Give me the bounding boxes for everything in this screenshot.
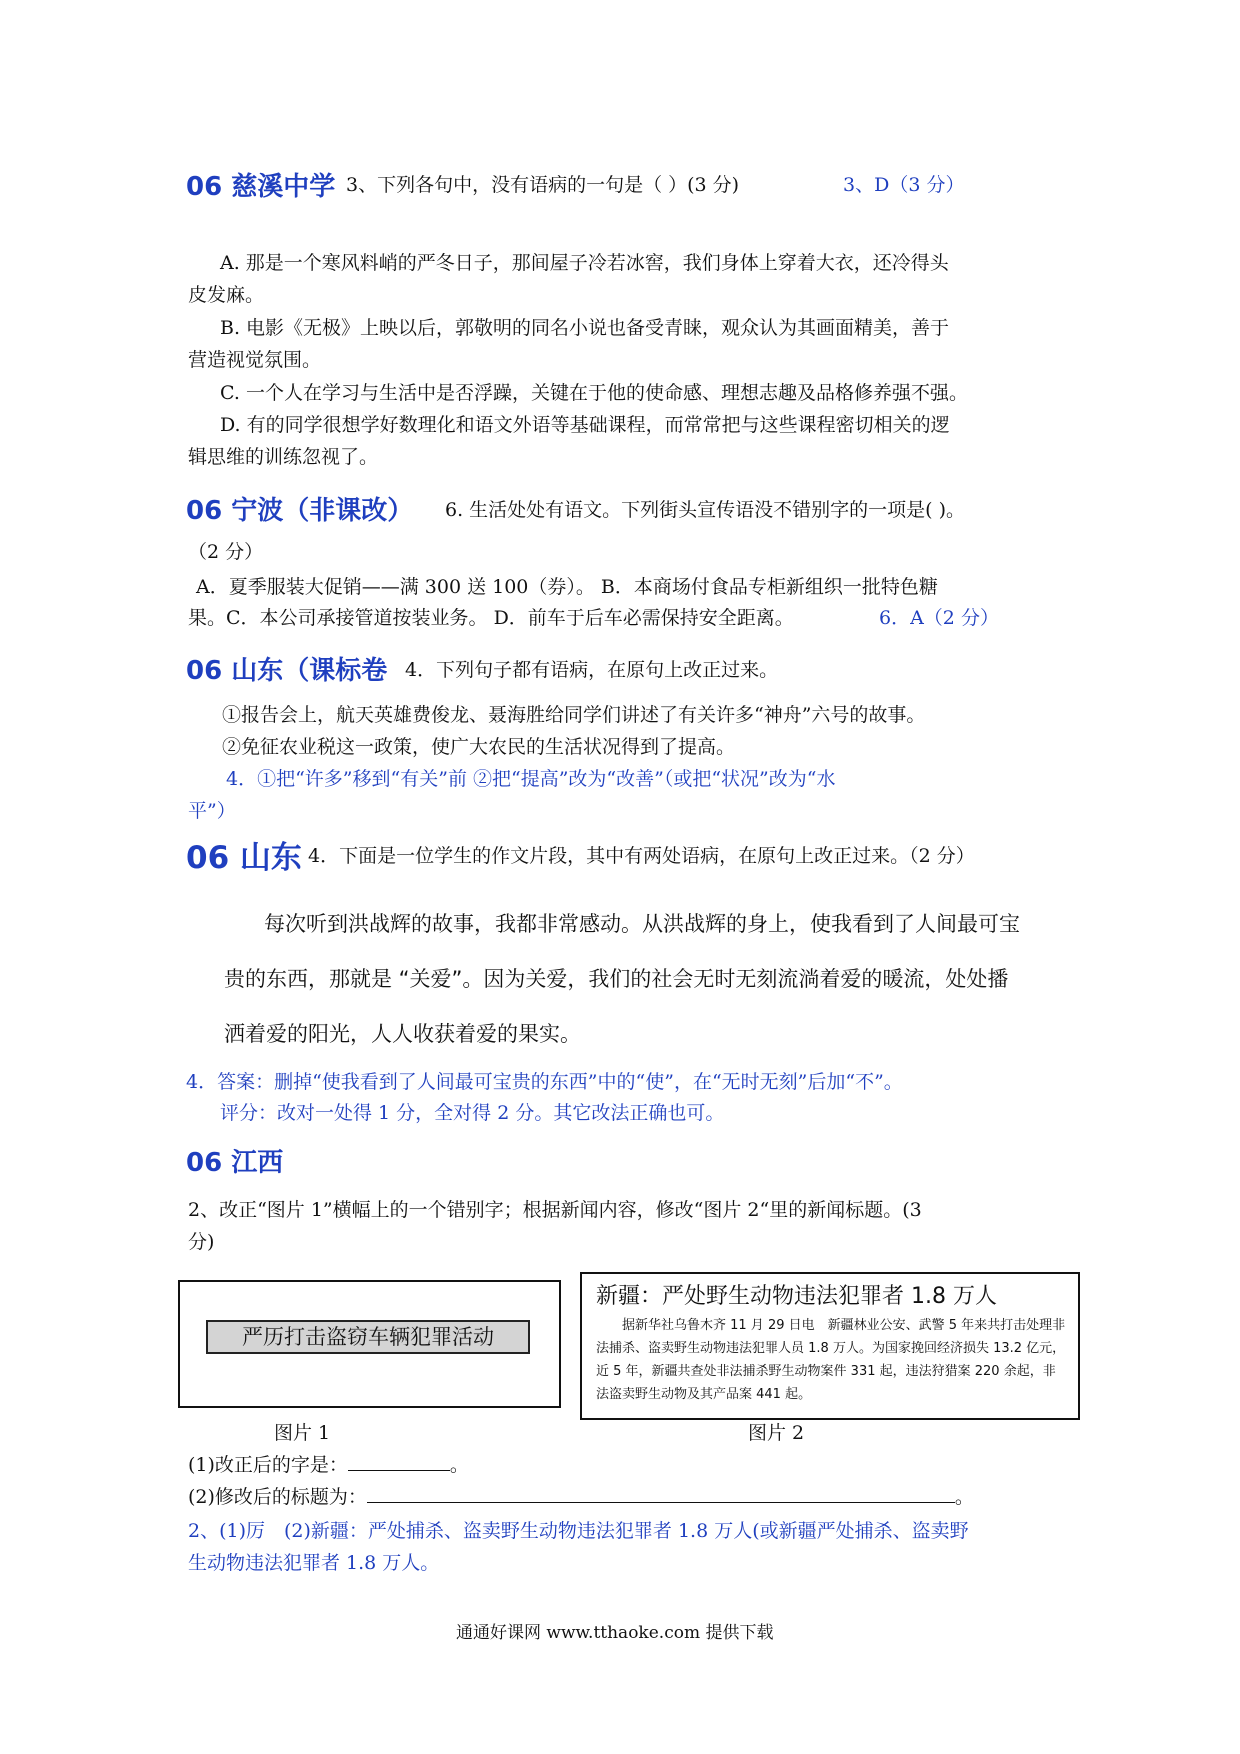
- fill-1: [188, 1452, 469, 1480]
- picture-1-frame: [178, 1280, 561, 1408]
- essay-line2: 贵的东西，那就是 “关爱”。因为关爱，我们的社会无时无刻流淌着爱的暖流，处处播: [224, 967, 1009, 991]
- question-4-kebiao: 4．下列句子都有语病，在原句上改正过来。: [405, 659, 779, 681]
- page-footer: 通通好课网 www.tthaoke.com 提供下载: [456, 1623, 774, 1643]
- answer-4-shandong-line2: 评分：改对一处得 1 分，全对得 2 分。其它改法正确也可。: [220, 1102, 725, 1124]
- option-b-line2: 营造视觉氛围。: [188, 349, 322, 371]
- picture-2-news-body: 据新华社乌鲁木齐 11 月 29 日电 新疆林业公安、武警 5 年来共打击处理非法捕杀、盗卖野生动物违法犯罪人员 1.8 万人。为国家挽回经济损失 13.2 亿元，近 5 年，新疆共查处非法捕杀野生动物案件 331 起，违法狩猎案 220 余起，非法盗卖野生动物及其产品案 441 起。: [596, 1318, 1066, 1402]
- section-heading-ningbo: 06 宁波（非课改）: [186, 496, 414, 526]
- picture-2-frame: [580, 1272, 1080, 1420]
- question-6-options-line1: A．夏季服装大促销——满 300 送 100（券）。 B．本商场付食品专柜新组织一批特色糖: [196, 576, 938, 598]
- fill-2-end: 。: [954, 1486, 974, 1508]
- question-6-options-line2: 果。C．本公司承接管道按装业务。 D．前车于后车必需保持安全距离。: [188, 607, 794, 629]
- fill-2: [188, 1484, 974, 1512]
- sentence-2: ②免征农业税这一政策，使广大农民的生活状况得到了提高。: [222, 736, 736, 758]
- question-6: 6. 生活处处有语文。下列街头宣传语没不错别字的一项是( )。: [445, 499, 966, 521]
- answer-4-kebiao-line2: 平”）: [188, 800, 236, 822]
- fill-1-end: 。: [449, 1454, 469, 1476]
- option-d-line1: D. 有的同学很想学好数理化和语文外语等基础课程，而常常把与这些课程密切相关的逻: [220, 414, 950, 436]
- option-c-line1: C. 一个人在学习与生活中是否浮躁，关键在于他的使命感、理想志趣及品格修养强不强。: [220, 382, 968, 404]
- fill-2-label: (2)修改后的标题为：: [188, 1486, 367, 1508]
- essay-line3: 洒着爱的阳光，人人收获着爱的果实。: [224, 1022, 581, 1046]
- option-b-line1: B. 电影《无极》上映以后，郭敬明的同名小说也备受青睐，观众认为其画面精美，善于: [220, 317, 950, 339]
- fill-1-blank[interactable]: [348, 1452, 450, 1471]
- answer-3: 3、D（3 分）: [843, 174, 965, 196]
- fill-1-label: (1)改正后的字是：: [188, 1454, 348, 1476]
- answer-6: 6．A（2 分）: [879, 607, 999, 629]
- answer-2-line2: 生动物违法犯罪者 1.8 万人。: [188, 1552, 440, 1574]
- fill-2-blank[interactable]: [367, 1484, 955, 1503]
- picture-2-caption: 图片 2: [748, 1422, 805, 1444]
- section-heading-cixi: 06 慈溪中学: [186, 172, 336, 202]
- option-a-line1: A. 那是一个寒风料峭的严冬日子，那间屋子冷若冰窖，我们身体上穿着大衣，还冷得头: [220, 252, 949, 274]
- question-4-shandong: 4．下面是一位学生的作文片段，其中有两处语病，在原句上改正过来。（2 分）: [308, 845, 975, 867]
- picture-2-news-title: 新疆：严处野生动物违法犯罪者 1.8 万人: [596, 1284, 997, 1309]
- picture-1-caption: 图片 1: [274, 1422, 331, 1444]
- option-d-line2: 辑思维的训练忽视了。: [188, 446, 379, 468]
- answer-4-kebiao-line1: 4．①把“许多”移到“有关”前 ②把“提高”改为“改善”（或把“状况”改为“水: [226, 768, 836, 790]
- section-heading-shandong: 06 山东: [186, 840, 302, 876]
- section-heading-jiangxi: 06 江西: [186, 1148, 284, 1178]
- essay-line1: 每次听到洪战辉的故事，我都非常感动。从洪战辉的身上，使我看到了人间最可宝: [264, 912, 1020, 936]
- section-heading-shandong-kebiao: 06 山东（课标卷: [186, 656, 388, 686]
- option-a-line2: 皮发麻。: [188, 284, 265, 306]
- question-2-line1: 2、改正“图片 1”横幅上的一个错别字；根据新闻内容，修改“图片 2“里的新闻标题。(3: [188, 1199, 922, 1221]
- question-3: 3、下列各句中，没有语病的一句是（ ）(3 分): [346, 174, 740, 196]
- question-2-line2: 分): [188, 1231, 215, 1253]
- picture-1-banner: 严历打击盗窃车辆犯罪活动: [206, 1320, 530, 1354]
- question-6-points: （2 分）: [188, 541, 264, 563]
- answer-2-line1: 2、(1)厉 (2)新疆：严处捕杀、盗卖野生动物违法犯罪者 1.8 万人(或新疆严处捕杀、盗卖野: [188, 1520, 969, 1542]
- sentence-1: ①报告会上，航天英雄费俊龙、聂海胜给同学们讲述了有关许多“神舟”六号的故事。: [222, 704, 926, 726]
- answer-4-shandong-line1: 4．答案：删掉“使我看到了人间最可宝贵的东西”中的“使”，在“无时无刻”后加“不”。: [186, 1071, 903, 1093]
